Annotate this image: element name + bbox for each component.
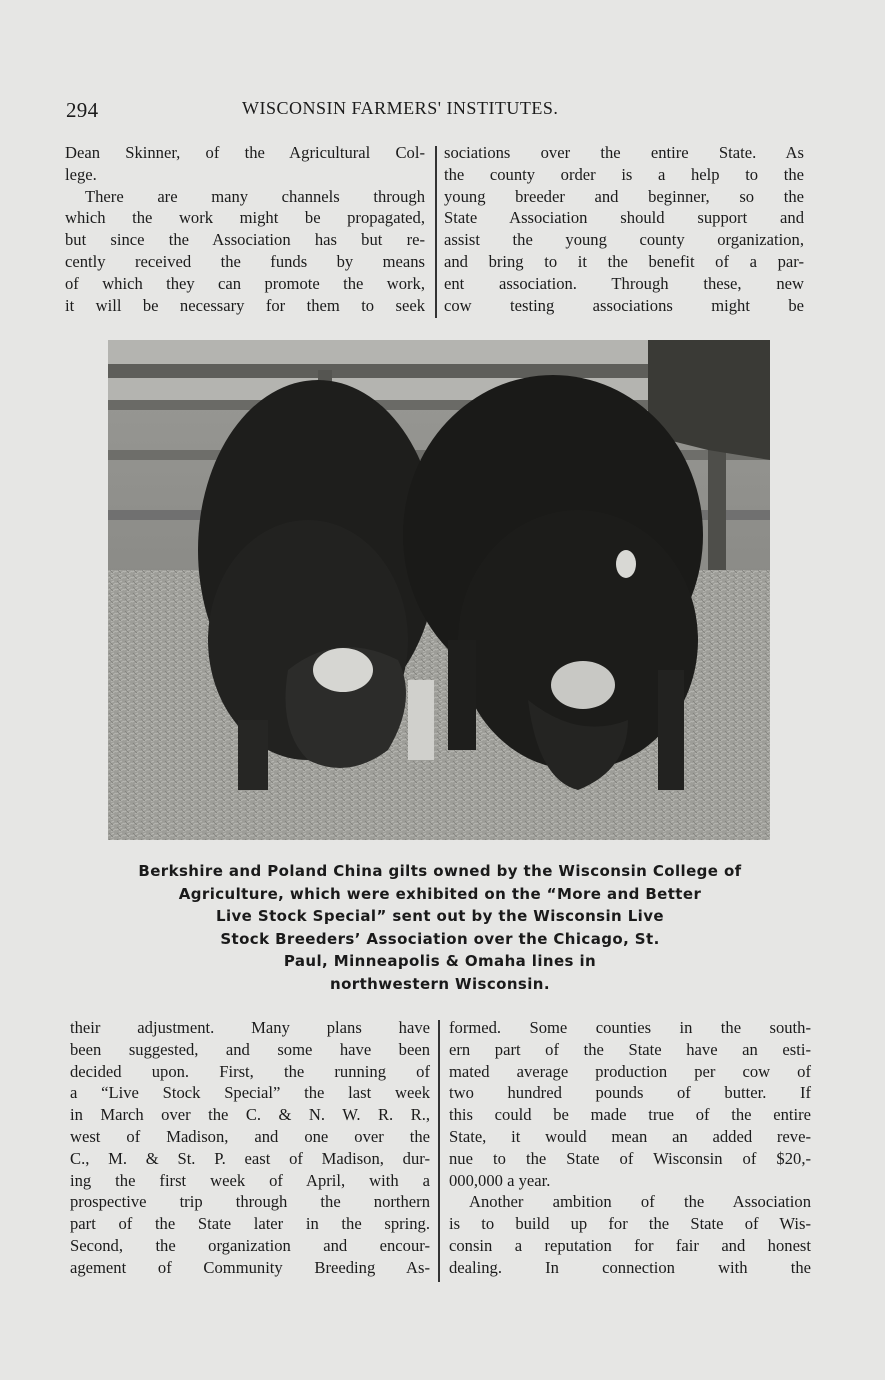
text-line: formed. Some counties in the south- [449,1018,811,1037]
text-line: two hundred pounds of butter. If [449,1083,811,1103]
text-line: part of the State later in the spring. [70,1214,430,1234]
text-line: assist the young county organization, [444,230,804,250]
text-line: ern part of the State have an esti- [449,1039,811,1059]
bottom-right-column [449,1017,811,1279]
page-number: 294 [66,98,99,122]
text-line: but since the Association has but re- [65,230,425,250]
text-line: been suggested, and some have been [70,1039,430,1059]
text-line: mated average production per cow of [449,1061,811,1081]
running-title: WISCONSIN FARMERS' INSTITUTES. [242,98,559,118]
text-line: west of Madison, and one over the [70,1126,430,1146]
column-divider-bottom [438,1020,440,1282]
text-line: There are many channels through [85,186,425,206]
pigs-illustration [108,340,770,840]
text-line: Another ambition of the Association [469,1192,811,1212]
text-line: Dean Skinner, of the Agricultural Col- [65,143,425,162]
caption-line: Live Stock Special” sent out by the Wisconsin Live [216,907,664,925]
text-line: which the work might be propagated, [65,208,425,228]
top-left-column [65,142,425,316]
text-line: ent association. Through these, new [444,273,804,293]
text-line: State, it would mean an added reve- [449,1126,811,1146]
text-line: decided upon. First, the running of [70,1061,430,1081]
text-line: C., M. & St. P. east of Madison, dur- [70,1148,430,1168]
caption-line: Stock Breeders’ Association over the Chicago, St. [220,929,660,948]
column-divider-top [435,146,437,318]
text-line: nue to the State of Wisconsin of $20,- [449,1148,811,1168]
caption-line: northwestern Wisconsin. [330,974,550,993]
text-line: State Association should support and [444,208,804,228]
text-line: and bring to it the benefit of a par- [444,251,804,271]
text-line: agement of Community Breeding As- [70,1257,430,1277]
text-line: in March over the C. & N. W. R. R., [70,1105,430,1125]
text-line: is to build up for the State of Wis- [449,1214,811,1234]
text-line: of which they can promote the work, [65,273,425,293]
caption-line: Agriculture, which were exhibited on the “More and Better [178,884,702,903]
text-line: cently received the funds by means [65,251,425,271]
text-line: it will be necessary for them to seek [65,295,425,315]
text-line: cow testing associations might be [444,295,804,315]
text-line: their adjustment. Many plans have [70,1018,430,1037]
text-line: Second, the organization and encour- [70,1235,430,1255]
text-line: 000,000 a year. [449,1170,551,1190]
text-line: the county order is a help to the [444,164,804,184]
text-line: prospective trip through the northern [70,1192,430,1212]
text-line: a “Live Stock Special” the last week [70,1083,430,1103]
pigs-photograph [108,340,770,840]
text-line: this could be made true of the entire [449,1105,811,1125]
text-line: lege. [65,164,97,184]
text-line: ing the first week of April, with a [70,1170,430,1190]
text-line: sociations over the entire State. As [444,143,804,162]
figure-caption [100,860,780,995]
caption-line: Berkshire and Poland China gilts owned by the Wisconsin College of [138,862,742,880]
text-line: young breeder and beginner, so the [444,186,804,206]
bottom-left-column [70,1017,430,1279]
text-line: dealing. In connection with the [449,1257,811,1277]
caption-line: Paul, Minneapolis & Omaha lines in [283,952,597,970]
text-line: consin a reputation for fair and honest [449,1235,811,1255]
top-right-column [444,142,804,316]
